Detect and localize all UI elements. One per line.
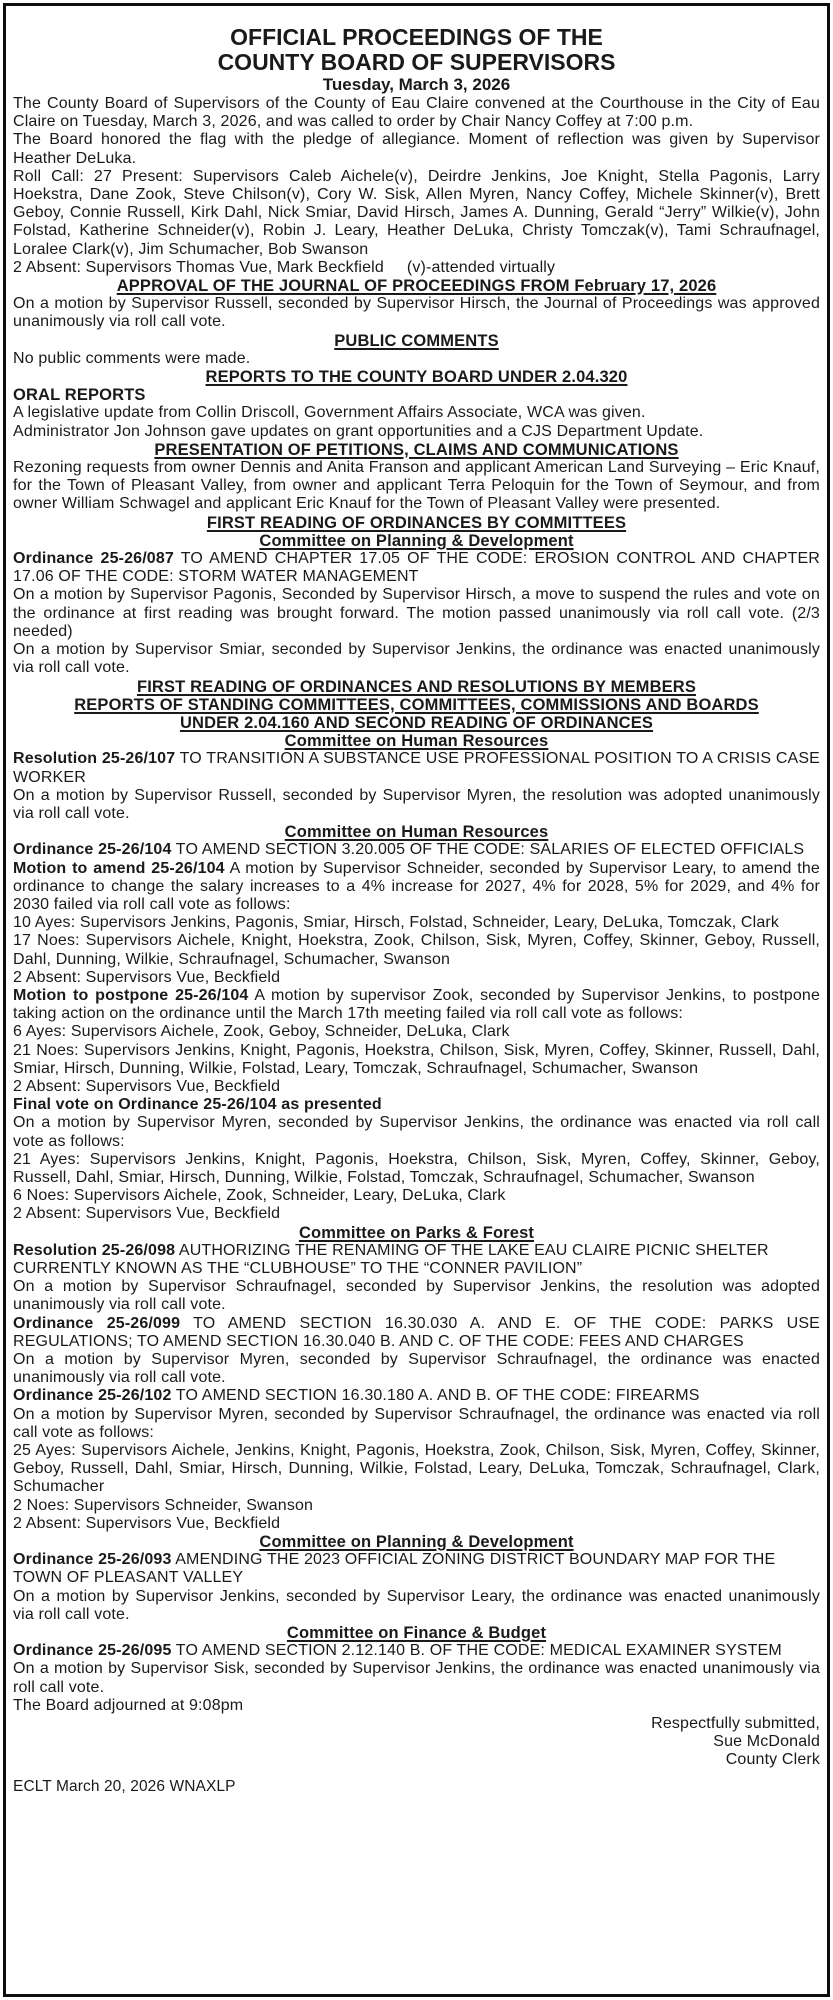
paragraph: Ordinance 25-26/104 TO AMEND SECTION 3.20.005 OF THE CODE: SALARIES OF ELECTED OFFICIALS (13, 841, 805, 859)
bold-lead: Resolution 25-26/107 (13, 750, 176, 768)
paragraph: Motion to postpone 25-26/104 A motion by supervisor Zook, seconded by Supervisor Jenkins, to postpone taking action on the ordinance until the March 17th meeting failed via roll call vote as follows: (13, 986, 820, 1023)
paragraph: Motion to amend 25-26/104 A motion by Supervisor Schneider, seconded by Supervisor Leary, to amend the ordinance to change the salary increases to a 4% increase for 2027, 4% for 2028, 5% for 2029, and 4% for 2030 failed via roll call vote as follows: (13, 859, 820, 913)
paragraph: Rezoning requests from owner Dennis and Anita Franson and applicant American Land Surveying – Eric Knauf, for the Town of Pleasant Valley, from owner and applicant Terra Peloquin for the Town of Seymour, and from owner William Schwagel and applicant Eric Knauf for the Town of Pleasant Valley were presented. (13, 459, 820, 513)
paragraph: 6 Noes: Supervisors Aichele, Zook, Schneider, Leary, DeLuka, Clark (13, 1187, 506, 1205)
bold-lead: Resolution 25-26/098 (13, 1241, 176, 1259)
paragraph: 10 Ayes: Supervisors Jenkins, Pagonis, Smiar, Hirsch, Folstad, Schneider, Leary, DeLuka, Tomczak, Clark (13, 914, 780, 932)
paragraph: Ordinance 25-26/102 TO AMEND SECTION 16.30.180 A. AND B. OF THE CODE: FIREARMS (13, 1387, 700, 1405)
paragraph: 17 Noes: Supervisors Aichele, Knight, Hoekstra, Zook, Chilson, Sisk, Myren, Coffey, Skinner, Geboy, Russell, Dahl, Dunning, Wilkie, Schraufnagel, Schumacher, Swanson (13, 932, 820, 968)
bold-lead: Ordinance 25-26/104 (13, 841, 172, 859)
heading-under-204160: UNDER 2.04.160 AND SECOND READING OF ORDINANCES (179, 713, 654, 732)
bold-lead: Ordinance 25-26/095 (13, 1642, 172, 1660)
heading-committee-planning-2: Committee on Planning & Development (259, 1533, 574, 1552)
heading-committee-hr-2: Committee on Human Resources (284, 823, 549, 842)
bold-lead: Final vote on Ordinance 25-26/104 as presented (13, 1096, 382, 1114)
paragraph: On a motion by Supervisor Schraufnagel, seconded by Supervisor Jenkins, the resolution was adopted unanimously via roll call vote. (13, 1278, 820, 1314)
signature-block (13, 1715, 820, 1770)
paragraph: Ordinance 25-26/099 TO AMEND SECTION 16.30.030 A. AND E. OF THE CODE: PARKS USE REGULATIONS; TO AMEND SECTION 16.30.040 B. AND C. OF THE CODE: FEES AND CHARGES (13, 1314, 821, 1350)
bold-lead: Ordinance 25-26/099 (13, 1314, 181, 1332)
heading-reports: REPORTS TO THE COUNTY BOARD UNDER 2.04.320 (205, 368, 628, 387)
adjournment-paragraph: The Board adjourned at 9:08pm (13, 1696, 244, 1714)
heading-journal-approval: APPROVAL OF THE JOURNAL OF PROCEEDINGS FROM February 17, 2026 (116, 277, 717, 296)
paragraph: 2 Absent: Supervisors Vue, Beckfield (13, 1514, 281, 1532)
heading-first-reading-committees: FIRST READING OF ORDINANCES BY COMMITTEES (206, 513, 627, 532)
final-vote-heading (13, 1096, 820, 1114)
paragraph: On a motion by Supervisor Russell, seconded by Supervisor Hirsch, the Journal of Proceedings was approved unanimously via roll call vote. (13, 295, 820, 331)
heading-committee-planning-1: Committee on Planning & Development (259, 531, 574, 550)
paragraph: 25 Ayes: Supervisors Aichele, Jenkins, Knight, Pagonis, Hoekstra, Zook, Chilson, Sisk, Myren, Coffey, Skinner, Geboy, Russell, Dahl, Smiar, Hirsch, Dunning, Wilkie, Folstad, Leary, DeLuka, Tomczak, Schraufnagel, Clark, Schumacher (13, 1442, 820, 1496)
paragraph: Resolution 25-26/098 AUTHORIZING THE RENAMING OF THE LAKE EAU CLAIRE PICNIC SHELTER (13, 1241, 769, 1259)
roll-call-paragraph: Roll Call: 27 Present: Supervisors Caleb Aichele(v), Deirdre Jenkins, Joe Knight, Stella Pagonis, Larry Hoekstra, Dane Zook, Steve Chilson(v), Cory W. Sisk, Allen Myren, Nancy Coffey, Michele Skinner(v), Brett Geboy, Connie Russell, Kirk Dahl, Nick Smiar, David Hirsch, James A. Dunning, Gerald “Jerry” Wilkie(v), John Folstad, Katherine Schneider(v), Robin J. Leary, Heather DeLuka, Christy Tomczak(v), Tami Schraufnagel, Loralee Clark(v), Jim Schumacher, Bob Swanson (13, 167, 820, 258)
paragraph: On a motion by Supervisor Smiar, seconded by Supervisor Jenkins, the ordinance was enacted unanimously via roll call vote. (13, 641, 820, 677)
bold-lead: Motion to amend 25-26/104 (13, 859, 225, 877)
notice-title-line1: OFFICIAL PROCEEDINGS OF THE (230, 24, 603, 50)
paragraph: No public comments were made. (13, 349, 251, 367)
heading-committee-parks: Committee on Parks & Forest (298, 1223, 535, 1242)
paragraph: On a motion by Supervisor Sisk, seconded by Supervisor Jenkins, the ordinance was enacted unanimously via roll call vote. (13, 1660, 820, 1696)
paragraph: Resolution 25-26/107 TO TRANSITION A SUBSTANCE USE PROFESSIONAL POSITION TO A CRISIS CASE WORKER (13, 750, 820, 786)
signature-closing: Respectfully submitted, (651, 1715, 820, 1733)
document-body (13, 95, 820, 1715)
bold-lead: Motion to postpone 25-26/104 (13, 986, 249, 1004)
paragraph: CURRENTLY KNOWN AS THE “CLUBHOUSE” TO THE “CONNER PAVILION” (13, 1260, 583, 1277)
paragraph: A legislative update from Collin Driscoll, Government Affairs Associate, WCA was given. (13, 404, 646, 422)
paragraph: On a motion by Supervisor Russell, seconded by Supervisor Myren, the resolution was adopted unanimously via roll call vote. (13, 786, 820, 822)
meeting-date: Tuesday, March 3, 2026 (322, 75, 511, 94)
paragraph: 21 Ayes: Supervisors Jenkins, Knight, Pagonis, Hoekstra, Chilson, Sisk, Myren, Coffey, Skinner, Geboy, Russell, Dahl, Smiar, Hirsch, Dunning, Wilkie, Folstad, Tomczak, Schraufnagel, Schumacher, Swanson (13, 1150, 820, 1186)
paragraph: Ordinance 25-26/093 AMENDING THE 2023 OFFICIAL ZONING DISTRICT BOUNDARY MAP FOR THE (13, 1551, 776, 1569)
paragraph: On a motion by Supervisor Myren, seconded by Supervisor Schraufnagel, the ordinance was enacted via roll call vote as follows: (13, 1405, 820, 1441)
notice-border-frame (3, 3, 830, 1997)
publication-footer: ECLT March 20, 2026 WNAXLP (13, 1777, 236, 1795)
bold-lead: Ordinance 25-26/087 (13, 550, 174, 568)
paragraph: Ordinance 25-26/095 TO AMEND SECTION 2.12.140 B. OF THE CODE: MEDICAL EXAMINER SYSTEM (13, 1642, 782, 1660)
paragraph: 2 Absent: Supervisors Vue, Beckfield (13, 1205, 281, 1223)
paragraph: TOWN OF PLEASANT VALLEY (13, 1569, 244, 1587)
paragraph: 2 Noes: Supervisors Schneider, Swanson (13, 1496, 314, 1514)
heading-petitions: PRESENTATION OF PETITIONS, CLAIMS AND COMMUNICATIONS (154, 440, 679, 459)
paragraph: On a motion by Supervisor Jenkins, seconded by Supervisor Leary, the ordinance was enacted unanimously via roll call vote. (13, 1587, 820, 1623)
bold-lead: Ordinance 25-26/102 (13, 1387, 172, 1405)
pledge-paragraph: The Board honored the flag with the pledge of allegiance. Moment of reflection was given by Supervisor Heather DeLuka. (13, 131, 820, 167)
absent-paragraph: 2 Absent: Supervisors Thomas Vue, Mark Beckfield (v)-attended virtually (13, 258, 556, 276)
paragraph: On a motion by Supervisor Myren, seconded by Supervisor Jenkins, the ordinance was enacted via roll call vote as follows: (13, 1114, 820, 1150)
signature-name: Sue McDonald (713, 1733, 820, 1751)
notice-title-line2: COUNTY BOARD OF SUPERVISORS (217, 49, 616, 75)
heading-public-comments: PUBLIC COMMENTS (334, 331, 499, 350)
paragraph: Ordinance 25-26/087 TO AMEND CHAPTER 17.05 OF THE CODE: EROSION CONTROL AND CHAPTER 17.06 OF THE CODE: STORM WATER MANAGEMENT (13, 550, 821, 586)
bold-lead: Ordinance 25-26/093 (13, 1551, 172, 1569)
heading-committee-hr-1: Committee on Human Resources (284, 732, 549, 751)
subheading-oral-reports: ORAL REPORTS (13, 386, 146, 405)
paragraph: 6 Ayes: Supervisors Aichele, Zook, Geboy, Schneider, DeLuka, Clark (13, 1023, 510, 1041)
signature-title: County Clerk (725, 1751, 820, 1769)
opening-paragraph: The County Board of Supervisors of the County of Eau Claire convened at the Courthouse in the City of Eau Claire on Tuesday, March 3, 2026, and was called to order by Chair Nancy Coffey at 7:00 p.m. (13, 95, 820, 131)
heading-first-reading-members: FIRST READING OF ORDINANCES AND RESOLUTIONS BY MEMBERS (136, 677, 697, 696)
paragraph: Administrator Jon Johnson gave updates on grant opportunities and a CJS Department Update. (13, 422, 704, 440)
paragraph: 21 Noes: Supervisors Jenkins, Knight, Pagonis, Hoekstra, Chilson, Sisk, Myren, Coffey, Skinner, Russell, Dahl, Smiar, Hirsch, Dunning, Wilkie, Folstad, Leary, Tomczak, Schraufnagel, Schumacher, Swanson (13, 1041, 820, 1077)
paragraph: 2 Absent: Supervisors Vue, Beckfield (13, 968, 281, 986)
paragraph: On a motion by Supervisor Myren, seconded by Supervisor Schraufnagel, the ordinance was enacted unanimously via roll call vote. (13, 1351, 820, 1387)
paragraph: On a motion by Supervisor Pagonis, Seconded by Supervisor Hirsch, a move to suspend the rules and vote on the ordinance at first reading was brought forward. The motion passed unanimously via roll call vote. (2/3 needed) (13, 586, 820, 640)
heading-standing-committees: REPORTS OF STANDING COMMITTEES, COMMITTEES, COMMISSIONS AND BOARDS (74, 695, 759, 714)
paragraph: 2 Absent: Supervisors Vue, Beckfield (13, 1077, 281, 1095)
heading-committee-finance: Committee on Finance & Budget (286, 1624, 547, 1643)
